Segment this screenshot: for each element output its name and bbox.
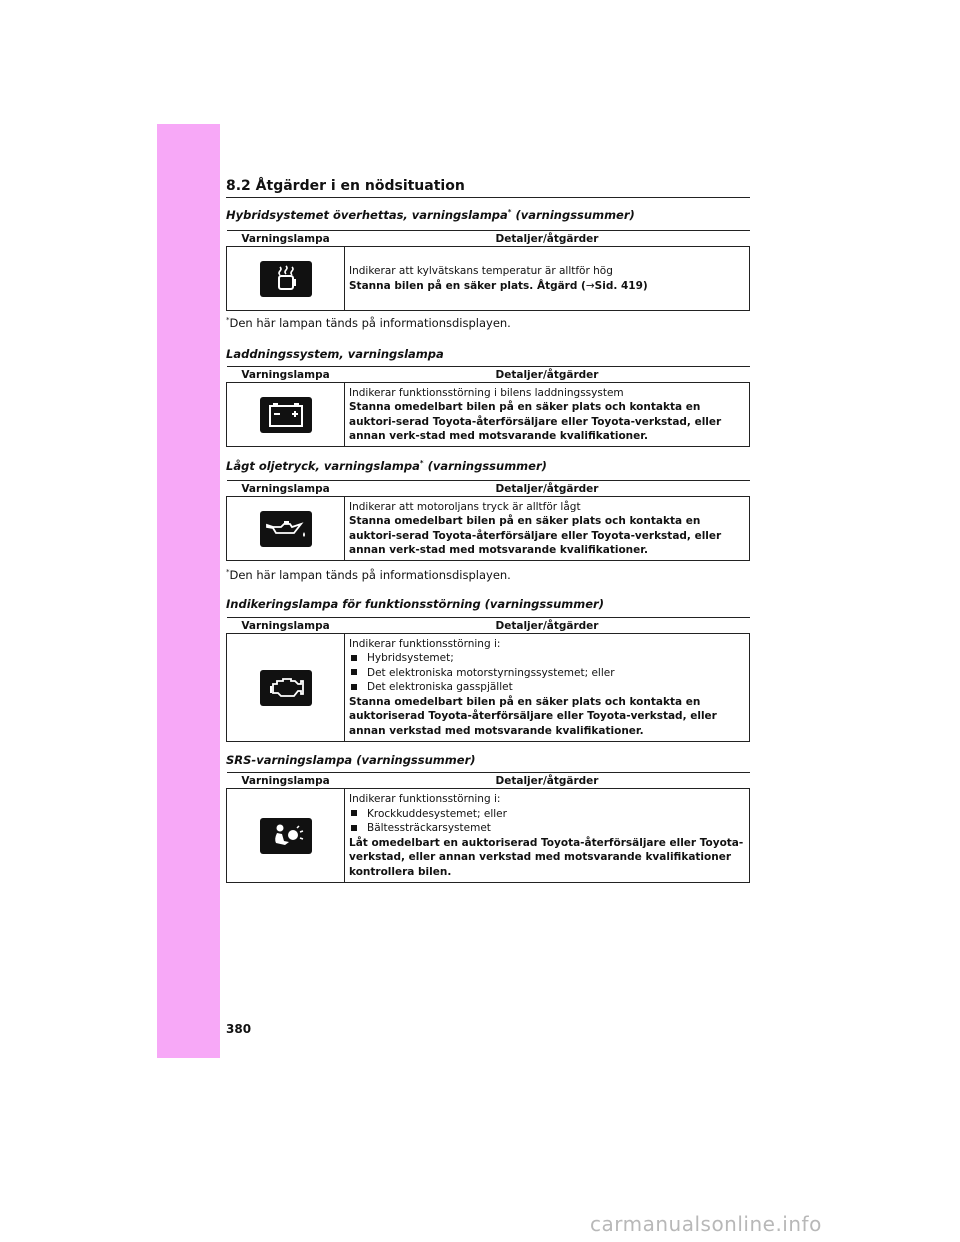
watermark: carmanualsonline.info: [590, 1212, 822, 1236]
page-side-tab: [157, 124, 220, 1058]
action-text: Stanna bilen på en säker plats. Åtgärd (→Sid. 419): [349, 279, 648, 292]
action-text: Stanna omedelbart bilen på en säker plats och kontakta en auktoriserad Toyota-återförsäljare eller Toyota-verkstad, eller annan verkstad med motsvarande kvalifikationer.: [349, 695, 717, 737]
battery-icon: [260, 397, 312, 433]
desc-text: Indikerar funktionsstörning i:: [349, 637, 501, 650]
airbag-icon: [260, 818, 312, 854]
desc-text: Indikerar att kylvätskans temperatur är alltför hög: [349, 265, 613, 277]
heading-oil-pressure: Lågt oljetryck, varningslampa* (varningssummer): [226, 459, 547, 473]
col-header-lamp: Varningslampa: [227, 618, 345, 634]
col-header-details: Detaljer/åtgärder: [345, 773, 750, 789]
desc-text: Indikerar funktionsstörning i:: [349, 793, 501, 805]
col-header-lamp: Varningslampa: [227, 773, 345, 789]
heading-malfunction-indicator: Indikeringslampa för funktionsstörning (varningssummer): [226, 597, 604, 611]
coolant-temperature-icon: [260, 261, 312, 297]
col-header-lamp: Varningslampa: [227, 231, 345, 247]
list-item: Det elektroniska gasspjället: [349, 680, 745, 695]
table-charging-system: [226, 366, 750, 447]
heading-srs: SRS-varningslampa (varningssummer): [226, 753, 476, 767]
col-header-lamp: Varningslampa: [227, 481, 345, 497]
heading-hybrid-overheat: Hybridsystemet överhettas, varningslampa* (varningssummer): [226, 208, 635, 222]
table-hybrid-overheat: [226, 230, 750, 311]
table-oil-pressure: [226, 480, 750, 561]
section-title: 8.2 Åtgärder i en nödsituation: [226, 178, 750, 198]
col-header-details: Detaljer/åtgärder: [345, 481, 750, 497]
list-item: Bältessträckarsystemet: [349, 821, 745, 836]
oil-pressure-icon: [260, 511, 312, 547]
desc-text: Indikerar funktionsstörning i bilens laddningssystem: [349, 386, 624, 399]
list-item: Det elektroniska motorstyrningssystemet; eller: [349, 666, 745, 681]
action-text: Stanna omedelbart bilen på en säker plats och kontakta en auktori-serad Toyota-återförsäljare eller Toyota-verkstad, eller annan verk-stad med motsvarande kvalifikationer.: [349, 401, 722, 442]
col-header-lamp: Varningslampa: [227, 367, 345, 383]
col-header-details: Detaljer/åtgärder: [345, 231, 750, 247]
footnote: *Den här lampan tänds på informationsdisplayen.: [226, 316, 511, 330]
col-header-details: Detaljer/åtgärder: [345, 618, 750, 634]
table-srs: [226, 772, 750, 883]
footnote: *Den här lampan tänds på informationsdisplayen.: [226, 568, 511, 582]
check-engine-icon: [260, 670, 312, 706]
action-text: Stanna omedelbart bilen på en säker plats och kontakta en auktori-serad Toyota-återförsäljare eller Toyota-verkstad, eller annan verk-stad med motsvarande kvalifikationer.: [349, 515, 722, 556]
col-header-details: Detaljer/åtgärder: [345, 367, 750, 383]
page-ref-link[interactable]: Sid. 419: [594, 279, 643, 292]
heading-charging-system: Laddningssystem, varningslampa: [226, 347, 444, 361]
list-item: Hybridsystemet;: [349, 651, 745, 666]
table-malfunction-indicator: [226, 617, 750, 742]
action-text: Låt omedelbart en auktoriserad Toyota-återförsäljare eller Toyota-verkstad, eller annan verkstad med motsvarande kvalifikationer kontrollera bilen.: [349, 836, 744, 878]
desc-text: Indikerar att motoroljans tryck är alltför lågt: [349, 500, 581, 513]
page-number: 380: [226, 1022, 252, 1036]
list-item: Krockkuddesystemet; eller: [349, 807, 745, 822]
